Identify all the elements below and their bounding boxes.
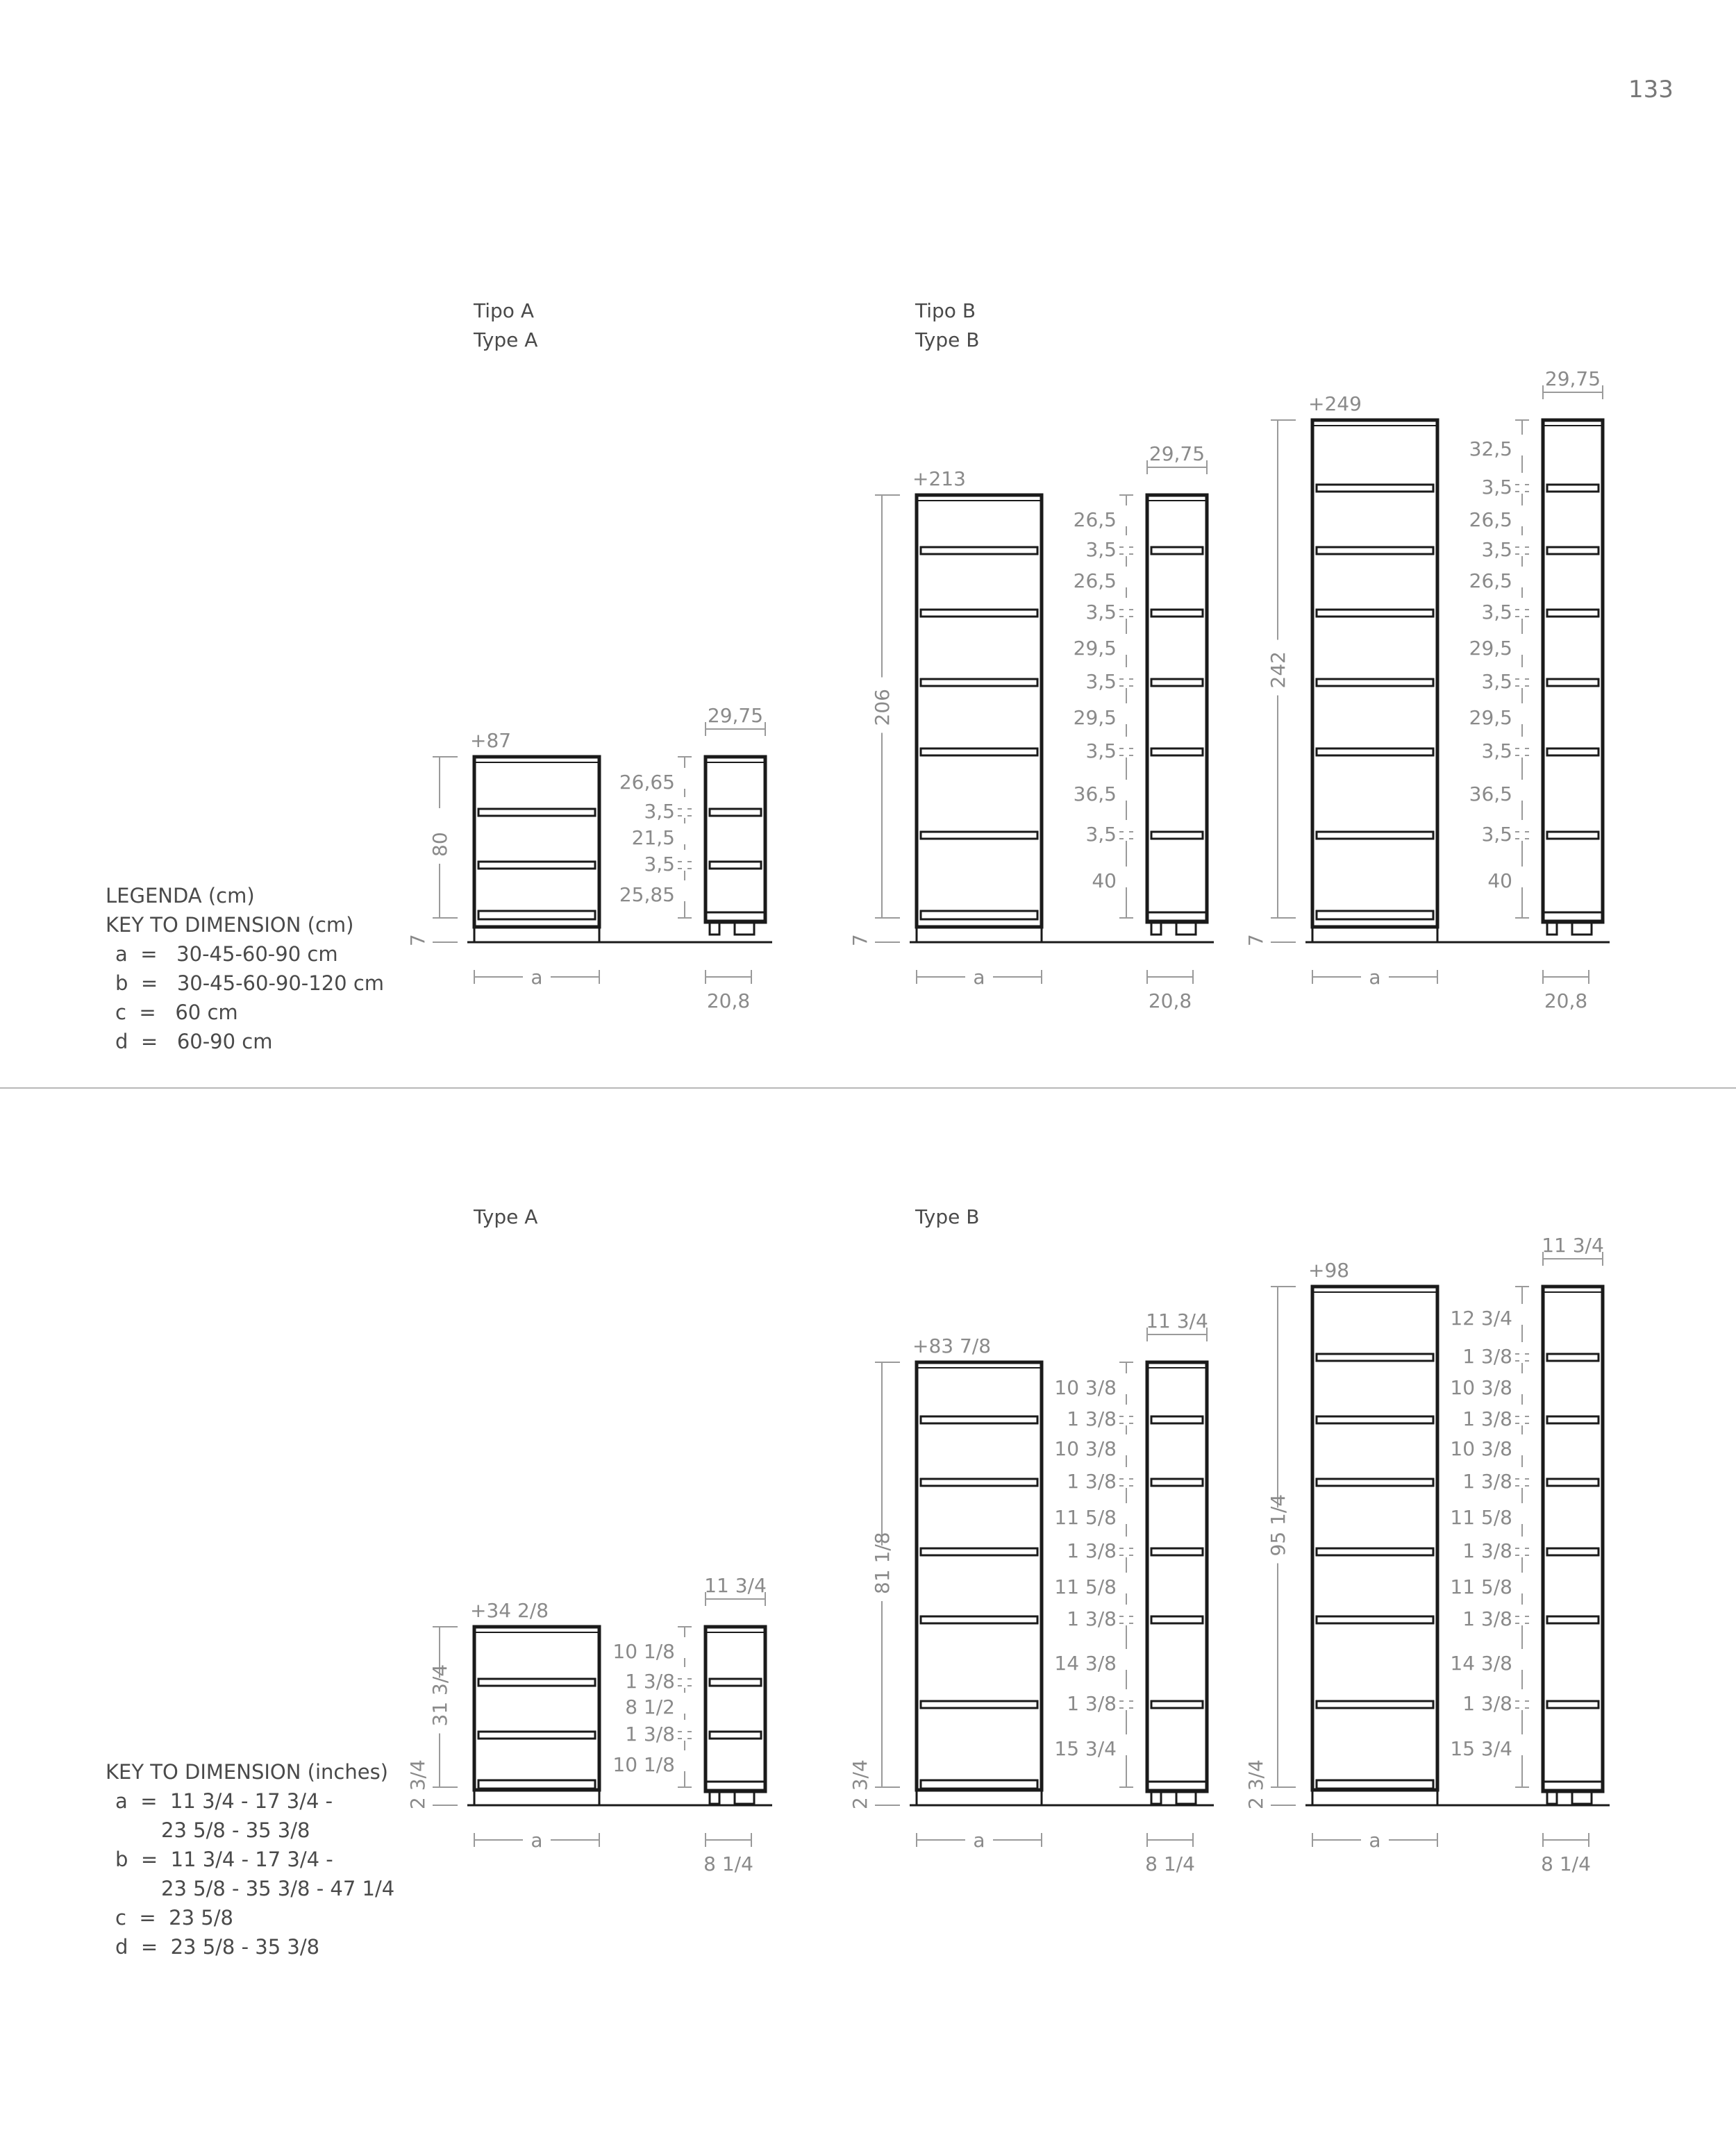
type-b-small-cm-side-shelf-0: [1151, 547, 1203, 554]
type-a-in-spacing-gap-4: [682, 1750, 687, 1771]
type-b-large-cm-spacing-gap-2: [1519, 505, 1525, 526]
type-b-small-in-shelf-1: [921, 1479, 1037, 1486]
type-b-small-cm-shelf-0: [921, 547, 1037, 554]
type-b-large-in-side-shelf-3: [1547, 1548, 1599, 1555]
type-b-small-in-side-shelf-2: [1151, 1548, 1203, 1555]
type-a-in-shelf-depth-label: 11 3/4: [704, 1574, 767, 1597]
type-b-small-in-side-frame: [1147, 1362, 1207, 1791]
type-a-cm-side-shelf-1: [710, 862, 761, 869]
type-b-small-in-spacing-label-5: 1 3/8: [1067, 1539, 1117, 1562]
type-b-large-cm-spacing-label-8: 29,5: [1469, 706, 1512, 729]
type-b-large-in-spacing-label-12: 15 3/4: [1450, 1737, 1512, 1760]
type-b-small-cm-spacing-label-5: 3,5: [1085, 670, 1117, 693]
type-a-cm-spacing-gap-2: [682, 823, 687, 844]
type-a-in-side-frame: [706, 1627, 765, 1791]
type-b-small-cm-spacing-gap-8: [1124, 780, 1129, 801]
type-b-large-cm-spacing-gap-7: [1519, 667, 1525, 688]
type-b-small-in-top-label: +83 7/8: [912, 1334, 992, 1357]
type-b-small-in-side-shelf-3: [1151, 1616, 1203, 1623]
type-b-large-cm-spacing-label-1: 3,5: [1481, 476, 1512, 499]
type-a-cm-width-label: a: [531, 966, 543, 989]
type-b-small-in-spacing-gap-10: [1124, 1734, 1129, 1755]
type-b-large-in-spacing-gap-8: [1519, 1573, 1525, 1593]
type-b-large-in-side-shelf-2: [1547, 1479, 1599, 1486]
type-b-large-in-spacing-label-6: 11 5/8: [1450, 1506, 1512, 1529]
type-b-small-cm-spacing-gap-0: [1124, 505, 1129, 526]
type-b-large-cm-spacing-label-9: 3,5: [1481, 739, 1512, 762]
type-b-large-in-spacing-gap-6: [1519, 1503, 1525, 1524]
type-b-large-cm-side-shelf-1: [1547, 547, 1599, 554]
type-a-cm-spacing-gap-3: [682, 850, 687, 871]
type-b-small-in-depth-label: 8 1/4: [1145, 1852, 1195, 1875]
type-b-small-in-spacing-label-1: 1 3/8: [1067, 1407, 1117, 1430]
type-b-large-cm-height-label: 242: [1267, 651, 1290, 689]
type-b-large-in-side-shelf-5: [1547, 1701, 1599, 1708]
legend-title: LEGENDA (cm): [106, 884, 255, 907]
type-b-small-cm-shelf-3: [921, 748, 1037, 755]
type-b-large-in-spacing-gap-0: [1519, 1304, 1525, 1325]
type-b-large-in-spacing-gap-4: [1519, 1434, 1525, 1455]
type-b-large-in-width-label: a: [1369, 1829, 1381, 1852]
type-b-large-cm-shelf-depth-label: 29,75: [1544, 367, 1601, 390]
type-a-cm-front-frame: [474, 757, 599, 927]
type-a-in-spacing-gap-0: [682, 1637, 687, 1658]
type-b-small-in-spacing-label-4: 11 5/8: [1054, 1506, 1117, 1529]
type-a-label-en: Type A: [474, 328, 538, 351]
type-b-small-in-spacing-gap-5: [1124, 1537, 1129, 1557]
type-a-in-spacing-gap-2: [682, 1693, 687, 1714]
type-b-large-cm-spacing-label-4: 26,5: [1469, 569, 1512, 592]
type-b-small-cm-foot-right: [1176, 922, 1196, 935]
type-b-small-cm-side-shelf-1: [1151, 610, 1203, 617]
legend-subtitle: KEY TO DIMENSION (cm): [106, 913, 354, 937]
type-b-large-cm-spacing-label-12: 40: [1487, 869, 1512, 892]
type-b-small-in-spacing-gap-4: [1124, 1503, 1129, 1524]
type-a-cm-spacing-label-3: 3,5: [644, 853, 675, 876]
type-a-in-shelf-1: [478, 1732, 595, 1739]
type-a-cm-spacing-label-4: 25,85: [619, 883, 675, 906]
type-b-large-in-top-label: +98: [1308, 1259, 1350, 1282]
type-b-large-cm-spacing-gap-12: [1519, 867, 1525, 887]
type-b-small-in-spacing-gap-8: [1124, 1649, 1129, 1670]
type-b-large-cm-front-frame: [1312, 420, 1437, 927]
type-a-cm-depth-label: 20,8: [706, 989, 751, 1012]
type-b-small-cm-spacing-label-3: 3,5: [1085, 601, 1117, 623]
type-b-small-in-spacing-gap-3: [1124, 1467, 1129, 1488]
type-b-large-in-spacing-label-7: 1 3/8: [1462, 1539, 1512, 1562]
type-b-large-in-spacing-label-4: 10 3/8: [1450, 1437, 1512, 1460]
type-b-label-imperial: Type B: [915, 1205, 980, 1228]
type-b-large-cm-shelf-2: [1317, 610, 1433, 617]
type-a-in-base: [474, 1790, 599, 1805]
legend-title-imperial: KEY TO DIMENSION (inches): [106, 1760, 388, 1784]
type-a-cm-side-bottom: [706, 912, 765, 921]
type-b-large-in-spacing-label-1: 1 3/8: [1462, 1345, 1512, 1368]
type-b-small-cm-spacing-label-6: 29,5: [1073, 706, 1117, 729]
type-b-small-in-shelf-depth-label: 11 3/4: [1146, 1309, 1208, 1332]
type-b-large-in-shelf-0: [1317, 1354, 1433, 1361]
type-b-large-in-spacing-gap-10: [1519, 1649, 1525, 1670]
type-b-small-cm-side-shelf-3: [1151, 748, 1203, 755]
type-b-large-cm-spacing-gap-5: [1519, 598, 1525, 619]
type-b-large-in-spacing-label-11: 1 3/8: [1462, 1692, 1512, 1715]
type-b-large-cm-bottom-bar: [1317, 911, 1433, 919]
type-b-large-cm-spacing-gap-6: [1519, 634, 1525, 655]
type-a-in-height-label: 31 3/4: [428, 1664, 451, 1727]
type-b-large-in-spacing-label-5: 1 3/8: [1462, 1470, 1512, 1493]
type-b-small-cm-shelf-1: [921, 610, 1037, 617]
type-b-small-in-spacing-gap-7: [1124, 1605, 1129, 1625]
type-b-small-in-spacing-label-2: 10 3/8: [1054, 1437, 1117, 1460]
type-a-cm-side-shelf-0: [710, 809, 761, 816]
type-b-large-in-shelf-3: [1317, 1548, 1433, 1555]
type-a-cm-spacing-gap-1: [682, 797, 687, 818]
type-a-cm-top-label: +87: [470, 729, 512, 752]
type-b-large-in-base: [1312, 1790, 1437, 1805]
type-b-large-in-spacing-gap-12: [1519, 1734, 1525, 1755]
type-b-large-cm-shelf-4: [1317, 748, 1433, 755]
type-b-large-cm-spacing-label-2: 26,5: [1469, 508, 1512, 531]
type-b-large-in-spacing-gap-11: [1519, 1689, 1525, 1710]
type-b-large-cm-side-shelf-5: [1547, 832, 1599, 839]
type-b-small-cm-spacing-label-7: 3,5: [1085, 739, 1117, 762]
type-b-large-cm-side-shelf-0: [1547, 485, 1599, 492]
type-b-large-in-spacing-label-9: 1 3/8: [1462, 1607, 1512, 1630]
type-b-large-in-shelf-5: [1317, 1701, 1433, 1708]
type-b-large-cm-shelf-1: [1317, 547, 1433, 554]
type-b-small-cm-front-frame: [917, 495, 1042, 927]
type-b-small-in-shelf-3: [921, 1616, 1037, 1623]
type-b-small-cm-foot-left: [1151, 922, 1161, 935]
type-a-in-spacing-label-1: 1 3/8: [625, 1670, 675, 1693]
type-b-small-in-spacing-label-8: 14 3/8: [1054, 1652, 1117, 1675]
type-b-small-in-shelf-4: [921, 1701, 1037, 1708]
type-b-large-in-side-shelf-4: [1547, 1616, 1599, 1623]
type-b-large-cm-spacing-gap-0: [1519, 435, 1525, 455]
type-b-large-cm-spacing-label-0: 32,5: [1469, 437, 1512, 460]
type-b-small-in-spacing-gap-6: [1124, 1573, 1129, 1593]
legend-key-d: d = 60-90 cm: [115, 1030, 273, 1053]
type-a-in-depth-label: 8 1/4: [703, 1852, 753, 1875]
type-b-large-cm-shelf-3: [1317, 679, 1433, 686]
type-b-large-in-spacing-gap-3: [1519, 1405, 1525, 1425]
legend-key-b-imperial: b = 11 3/4 - 17 3/4 -: [115, 1848, 333, 1871]
type-b-small-in-spacing-gap-0: [1124, 1373, 1129, 1394]
type-b-large-cm-spacing-label-10: 36,5: [1469, 782, 1512, 805]
type-b-large-cm-top-label: +249: [1308, 392, 1362, 415]
type-a-cm-foot-right: [735, 922, 754, 935]
type-a-in-shelf-0: [478, 1679, 595, 1686]
type-b-large-in-spacing-gap-2: [1519, 1373, 1525, 1394]
type-b-small-cm-spacing-gap-3: [1124, 598, 1129, 619]
type-b-small-cm-base-label: 7: [849, 934, 871, 946]
type-a-cm-height-label: 80: [428, 832, 451, 857]
type-b-large-in-side-bottom: [1543, 1782, 1603, 1790]
type-b-small-in-shelf-2: [921, 1548, 1037, 1555]
type-b-large-cm-spacing-label-6: 29,5: [1469, 637, 1512, 660]
type-b-small-in-spacing-gap-9: [1124, 1689, 1129, 1710]
type-b-small-cm-spacing-gap-10: [1124, 867, 1129, 887]
type-b-small-cm-spacing-label-10: 40: [1092, 869, 1117, 892]
type-b-large-cm-foot-right: [1572, 922, 1592, 935]
type-b-small-cm-spacing-gap-5: [1124, 667, 1129, 688]
type-b-small-in-spacing-label-3: 1 3/8: [1067, 1470, 1117, 1493]
type-a-in-side-shelf-0: [710, 1679, 761, 1686]
type-b-large-cm-spacing-gap-8: [1519, 703, 1525, 724]
type-b-small-cm-spacing-gap-6: [1124, 703, 1129, 724]
type-a-label: Tipo A: [474, 299, 534, 322]
legend-key-d-imperial: d = 23 5/8 - 35 3/8: [115, 1935, 320, 1959]
type-a-cm-spacing-gap-0: [682, 768, 687, 789]
type-b-large-in-foot-left: [1547, 1791, 1557, 1804]
type-b-small-cm-top-label: +213: [912, 467, 966, 490]
type-b-large-in-spacing-label-2: 10 3/8: [1450, 1376, 1512, 1399]
type-b-large-in-front-frame: [1312, 1287, 1437, 1790]
type-a-cm-base-label: 7: [406, 934, 429, 946]
type-b-small-in-side-shelf-1: [1151, 1479, 1203, 1486]
type-b-small-cm-spacing-gap-2: [1124, 567, 1129, 587]
type-b-large-cm-spacing-gap-3: [1519, 535, 1525, 556]
type-b-small-cm-depth-label: 20,8: [1148, 989, 1192, 1012]
type-b-large-in-spacing-label-10: 14 3/8: [1450, 1652, 1512, 1675]
type-b-large-in-bottom-bar: [1317, 1780, 1433, 1789]
type-b-small-cm-side-shelf-4: [1151, 832, 1203, 839]
type-a-in-spacing-gap-1: [682, 1667, 687, 1688]
type-b-large-cm-depth-label: 20,8: [1544, 989, 1588, 1012]
type-b-large-cm-spacing-gap-1: [1519, 473, 1525, 494]
type-b-large-cm-shelf-0: [1317, 485, 1433, 492]
type-b-large-in-spacing-label-0: 12 3/4: [1450, 1307, 1512, 1330]
type-a-cm-shelf-depth-label: 29,75: [707, 704, 764, 727]
type-b-small-in-foot-right: [1176, 1791, 1196, 1804]
type-b-small-cm-bottom-bar: [921, 911, 1037, 919]
type-b-small-cm-shelf-2: [921, 679, 1037, 686]
type-b-large-cm-spacing-gap-11: [1519, 820, 1525, 841]
type-b-small-in-spacing-gap-2: [1124, 1434, 1129, 1455]
legend-key-a-imperial: a = 11 3/4 - 17 3/4 -: [115, 1789, 333, 1813]
type-b-small-in-height-label: 81 1/8: [871, 1532, 894, 1594]
type-b-small-in-spacing-label-6: 11 5/8: [1054, 1575, 1117, 1598]
type-b-small-in-spacing-label-7: 1 3/8: [1067, 1607, 1117, 1630]
type-a-cm-shelf-0: [478, 809, 595, 816]
type-b-large-cm-spacing-label-3: 3,5: [1481, 538, 1512, 561]
type-a-label-imperial: Type A: [474, 1205, 538, 1228]
type-b-large-cm-side-shelf-4: [1547, 748, 1599, 755]
page-number: 133: [1628, 76, 1674, 103]
type-b-small-cm-side-shelf-2: [1151, 679, 1203, 686]
type-b-small-cm-spacing-label-2: 26,5: [1073, 569, 1117, 592]
type-b-small-in-shelf-0: [921, 1416, 1037, 1423]
type-a-in-width-label: a: [531, 1829, 543, 1852]
legend-key-b2-imperial: 23 5/8 - 35 3/8 - 47 1/4: [161, 1877, 395, 1900]
type-b-small-in-side-shelf-4: [1151, 1701, 1203, 1708]
type-a-in-spacing-label-2: 8 1/2: [625, 1696, 675, 1718]
legend-key-c-imperial: c = 23 5/8: [115, 1906, 233, 1930]
type-a-in-spacing-gap-3: [682, 1720, 687, 1741]
type-a-in-side-shelf-1: [710, 1732, 761, 1739]
type-a-cm-bottom-bar: [478, 911, 595, 919]
type-b-large-in-side-shelf-0: [1547, 1354, 1599, 1361]
type-b-small-cm-spacing-label-4: 29,5: [1073, 637, 1117, 660]
type-b-large-in-height-label: 95 1/4: [1267, 1493, 1290, 1557]
type-b-small-cm-spacing-gap-7: [1124, 737, 1129, 758]
type-b-large-in-spacing-label-3: 1 3/8: [1462, 1407, 1512, 1430]
type-b-small-cm-spacing-label-0: 26,5: [1073, 508, 1117, 531]
type-b-large-in-shelf-4: [1317, 1616, 1433, 1623]
type-a-cm-side-frame: [706, 757, 765, 922]
type-b-large-in-side-shelf-1: [1547, 1416, 1599, 1423]
type-a-cm-spacing-gap-4: [682, 880, 687, 901]
type-b-large-cm-spacing-label-7: 3,5: [1481, 670, 1512, 693]
type-b-large-cm-foot-left: [1547, 922, 1557, 935]
type-b-large-in-base-label: 2 3/4: [1244, 1759, 1267, 1809]
type-b-large-cm-spacing-gap-10: [1519, 780, 1525, 801]
type-b-label-en: Type B: [915, 328, 980, 351]
type-b-large-cm-side-shelf-2: [1547, 610, 1599, 617]
type-b-large-cm-spacing-gap-4: [1519, 567, 1525, 587]
type-b-large-cm-spacing-label-5: 3,5: [1481, 601, 1512, 623]
type-b-small-cm-spacing-gap-1: [1124, 535, 1129, 556]
type-a-in-foot-right: [735, 1791, 754, 1804]
type-b-small-cm-side-frame: [1147, 495, 1207, 922]
type-b-small-in-front-frame: [917, 1362, 1042, 1790]
type-b-large-in-spacing-gap-1: [1519, 1342, 1525, 1363]
type-b-small-in-spacing-label-10: 15 3/4: [1054, 1737, 1117, 1760]
type-b-label: Tipo B: [915, 299, 976, 322]
type-b-small-cm-spacing-label-1: 3,5: [1085, 538, 1117, 561]
type-b-large-in-depth-label: 8 1/4: [1541, 1852, 1591, 1875]
type-b-large-in-spacing-gap-5: [1519, 1467, 1525, 1488]
type-b-small-in-width-label: a: [973, 1829, 985, 1852]
legend-key-b: b = 30-45-60-90-120 cm: [115, 971, 385, 995]
type-b-large-cm-side-frame: [1543, 420, 1603, 922]
type-a-cm-spacing-label-1: 3,5: [644, 800, 675, 823]
type-b-small-in-bottom-bar: [921, 1780, 1037, 1789]
type-b-large-cm-base-label: 7: [1244, 934, 1267, 946]
type-b-large-in-side-frame: [1543, 1287, 1603, 1791]
type-b-small-in-foot-left: [1151, 1791, 1161, 1804]
type-b-large-cm-spacing-label-11: 3,5: [1481, 823, 1512, 846]
type-a-in-spacing-label-3: 1 3/8: [625, 1723, 675, 1746]
type-b-small-cm-side-bottom: [1147, 912, 1207, 921]
type-b-large-cm-shelf-5: [1317, 832, 1433, 839]
type-b-small-in-base: [917, 1790, 1042, 1805]
type-b-small-cm-shelf-4: [921, 832, 1037, 839]
type-b-large-in-shelf-depth-label: 11 3/4: [1542, 1234, 1604, 1257]
type-a-in-spacing-label-0: 10 1/8: [612, 1640, 675, 1663]
type-b-large-cm-width-label: a: [1369, 966, 1381, 989]
type-a-in-front-frame: [474, 1627, 599, 1790]
type-a-cm-shelf-1: [478, 862, 595, 869]
type-b-large-in-shelf-1: [1317, 1416, 1433, 1423]
type-b-large-in-spacing-label-8: 11 5/8: [1450, 1575, 1512, 1598]
type-a-in-top-label: +34 2/8: [470, 1599, 549, 1622]
type-b-small-cm-spacing-label-9: 3,5: [1085, 823, 1117, 846]
type-b-large-cm-base: [1312, 927, 1437, 942]
type-a-in-base-label: 2 3/4: [406, 1759, 429, 1809]
type-b-large-in-spacing-gap-9: [1519, 1605, 1525, 1625]
type-b-small-cm-spacing-gap-9: [1124, 820, 1129, 841]
type-a-in-side-bottom: [706, 1782, 765, 1790]
type-b-small-in-base-label: 2 3/4: [849, 1759, 871, 1809]
type-b-small-in-side-shelf-0: [1151, 1416, 1203, 1423]
type-b-small-in-spacing-label-9: 1 3/8: [1067, 1692, 1117, 1715]
legend-key-c: c = 60 cm: [115, 1001, 238, 1024]
type-b-small-cm-shelf-depth-label: 29,75: [1149, 442, 1205, 465]
type-b-small-cm-spacing-label-8: 36,5: [1073, 782, 1117, 805]
type-b-large-cm-spacing-gap-9: [1519, 737, 1525, 758]
type-a-cm-foot-left: [710, 922, 719, 935]
type-b-large-in-shelf-2: [1317, 1479, 1433, 1486]
type-a-in-spacing-label-4: 10 1/8: [612, 1753, 675, 1776]
type-b-small-in-spacing-label-0: 10 3/8: [1054, 1376, 1117, 1399]
type-a-cm-base: [474, 927, 599, 942]
type-a-cm-spacing-label-0: 26,65: [619, 771, 675, 794]
type-b-large-cm-side-bottom: [1543, 912, 1603, 921]
type-b-small-in-spacing-gap-1: [1124, 1405, 1129, 1425]
type-b-small-cm-spacing-gap-4: [1124, 634, 1129, 655]
legend-key-a: a = 30-45-60-90 cm: [115, 942, 338, 966]
type-a-in-bottom-bar: [478, 1780, 595, 1789]
type-b-small-cm-base: [917, 927, 1042, 942]
legend-key-a2-imperial: 23 5/8 - 35 3/8: [161, 1818, 310, 1842]
type-b-small-cm-height-label: 206: [871, 689, 894, 726]
type-b-large-cm-side-shelf-3: [1547, 679, 1599, 686]
type-b-large-in-foot-right: [1572, 1791, 1592, 1804]
type-b-small-cm-width-label: a: [973, 966, 985, 989]
type-a-in-foot-left: [710, 1791, 719, 1804]
type-b-small-in-side-bottom: [1147, 1782, 1207, 1790]
type-b-large-in-spacing-gap-7: [1519, 1537, 1525, 1557]
type-a-cm-spacing-label-2: 21,5: [631, 826, 675, 849]
